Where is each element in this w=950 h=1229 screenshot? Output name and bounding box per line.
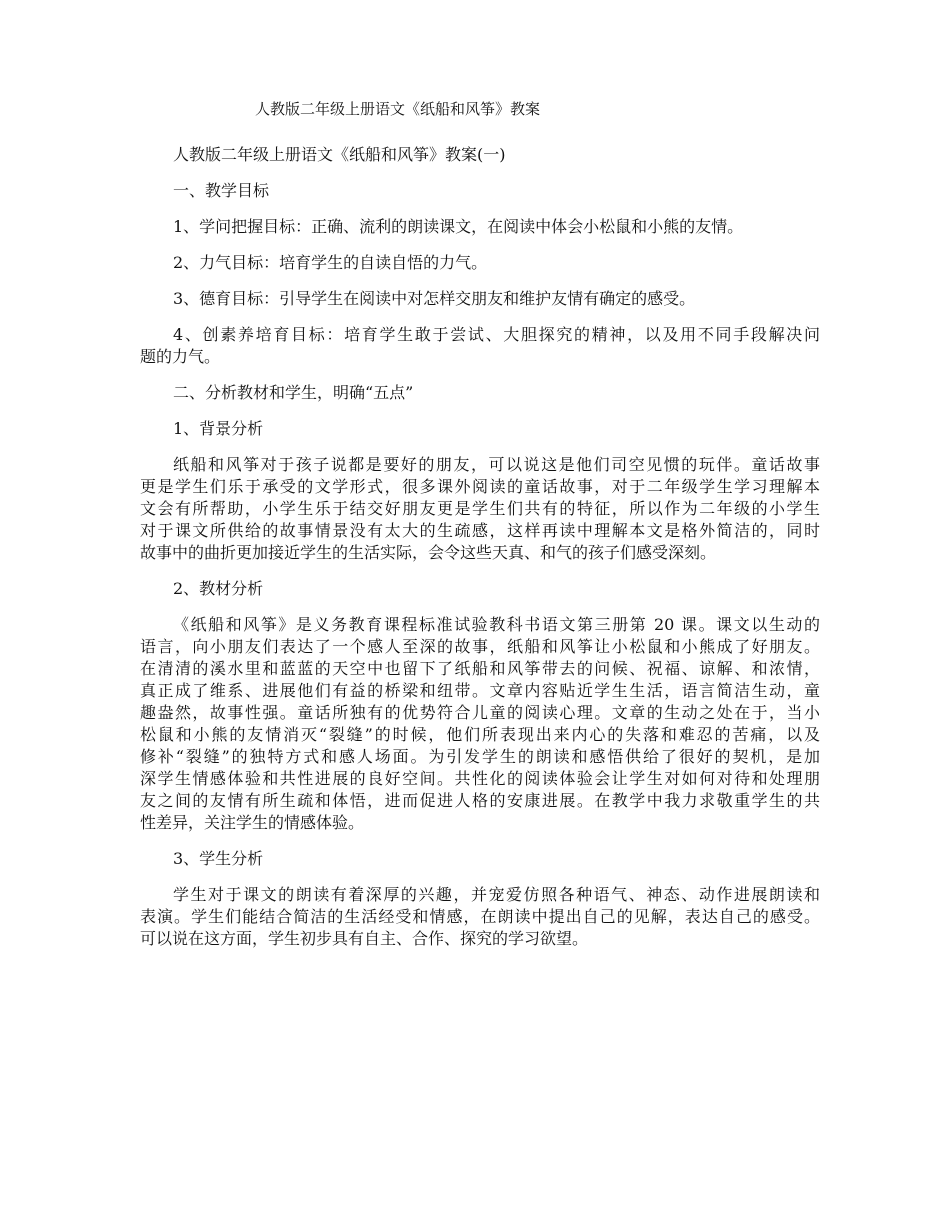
paragraph-line: 语言，向小朋友们表达了一个感人至深的故事，纸船和风筝让小松鼠和小熊成了好朋友。 (140, 637, 820, 656)
paragraph (140, 252, 820, 274)
paragraph (140, 884, 820, 950)
paragraph-line: 友之间的友情有所生疏和体悟，进而促进人格的安康进展。在教学中我力求敬重学生的共 (140, 791, 820, 810)
paragraph-line: 可以说在这方面，学生初步具有自主、合作、探究的学习欲望。 (140, 929, 589, 948)
document-title: 人教版二年级上册语文《纸船和风筝》教案 (255, 100, 541, 118)
paragraph (140, 324, 820, 368)
paragraph (140, 578, 820, 600)
paragraph-line: 松鼠和小熊的友情消灭“裂缝”的时候，他们所表现出来内心的失落和难忍的苦痛，以及 (140, 725, 820, 744)
document-body (140, 144, 820, 964)
paragraph-line: 性差异，关注学生的情感体验。 (140, 813, 365, 832)
paragraph-line: 题的力气。 (140, 347, 221, 366)
paragraph-line: 修补“裂缝”的独特方式和感人场面。为引发学生的朗读和感悟供给了很好的契机，是加 (140, 747, 820, 766)
paragraph (140, 216, 820, 238)
paragraph-line: 故事中的曲折更加接近学生的生活实际，会令这些天真、和气的孩子们感受深刻。 (140, 543, 717, 562)
paragraph-line: 真正成了维系、进展他们有益的桥梁和纽带。文章内容贴近学生生活，语言简洁生动，童 (140, 681, 820, 700)
paragraph-line: 一、教学目标 (173, 181, 270, 200)
paragraph-line: 4、创素养培育目标：培育学生敢于尝试、大胆探究的精神，以及用不同手段解决问 (173, 325, 820, 344)
paragraph (140, 288, 820, 310)
paragraph-line: 深学生情感体验和共性进展的良好空间。共性化的阅读体验会让学生对如何对待和处理朋 (140, 769, 820, 788)
paragraph (140, 418, 820, 440)
paragraph-line: 人教版二年级上册语文《纸船和风筝》教案(一) (173, 145, 506, 164)
paragraph (140, 180, 820, 202)
paragraph-line: 趣盎然，故事性强。童话所独有的优势符合儿童的阅读心理。文章的生动之处在于，当小 (140, 703, 820, 722)
paragraph (140, 614, 820, 834)
paragraph (140, 454, 820, 564)
paragraph (140, 382, 820, 404)
paragraph-line: 在清清的溪水里和蓝蓝的天空中也留下了纸船和风筝带去的问候、祝福、谅解、和浓情， (140, 659, 820, 678)
paragraph-line: 1、学问把握目标：正确、流利的朗读课文，在阅读中体会小松鼠和小熊的友情。 (173, 217, 744, 236)
paragraph-line: 对于课文所供给的故事情景没有太大的生疏感，这样再读中理解本文是格外简洁的，同时 (140, 521, 820, 540)
paragraph-line: 更是学生们乐于承受的文学形式，很多课外阅读的童话故事，对于二年级学生学习理解本 (140, 477, 820, 496)
paragraph-line: 表演。学生们能结合简洁的生活经受和情感，在朗读中提出自己的见解，表达自己的感受。 (140, 907, 820, 926)
paragraph-line: 1、背景分析 (173, 419, 264, 438)
paragraph-line: 二、分析教材和学生，明确“五点” (173, 383, 414, 402)
paragraph-line: 纸船和风筝对于孩子说都是要好的朋友，可以说这是他们司空见惯的玩伴。童话故事 (173, 455, 820, 474)
paragraph-line: 文会有所帮助，小学生乐于结交好朋友更是学生们共有的特征，所以作为二年级的小学生 (140, 499, 820, 518)
paragraph-line: 3、学生分析 (173, 849, 264, 868)
paragraph-line: 2、教材分析 (173, 579, 264, 598)
paragraph-line: 学生对于课文的朗读有着深厚的兴趣，并宠爱仿照各种语气、神态、动作进展朗读和 (173, 885, 820, 904)
paragraph-line: 3、德育目标：引导学生在阅读中对怎样交朋友和维护友情有确定的感受。 (173, 289, 696, 308)
paragraph (140, 848, 820, 870)
paragraph-line: 2、力气目标：培育学生的自读自悟的力气。 (173, 253, 488, 272)
paragraph-line: 《纸船和风筝》是义务教育课程标准试验教科书语文第三册第 20 课。课文以生动的 (173, 615, 820, 634)
paragraph (140, 144, 820, 166)
